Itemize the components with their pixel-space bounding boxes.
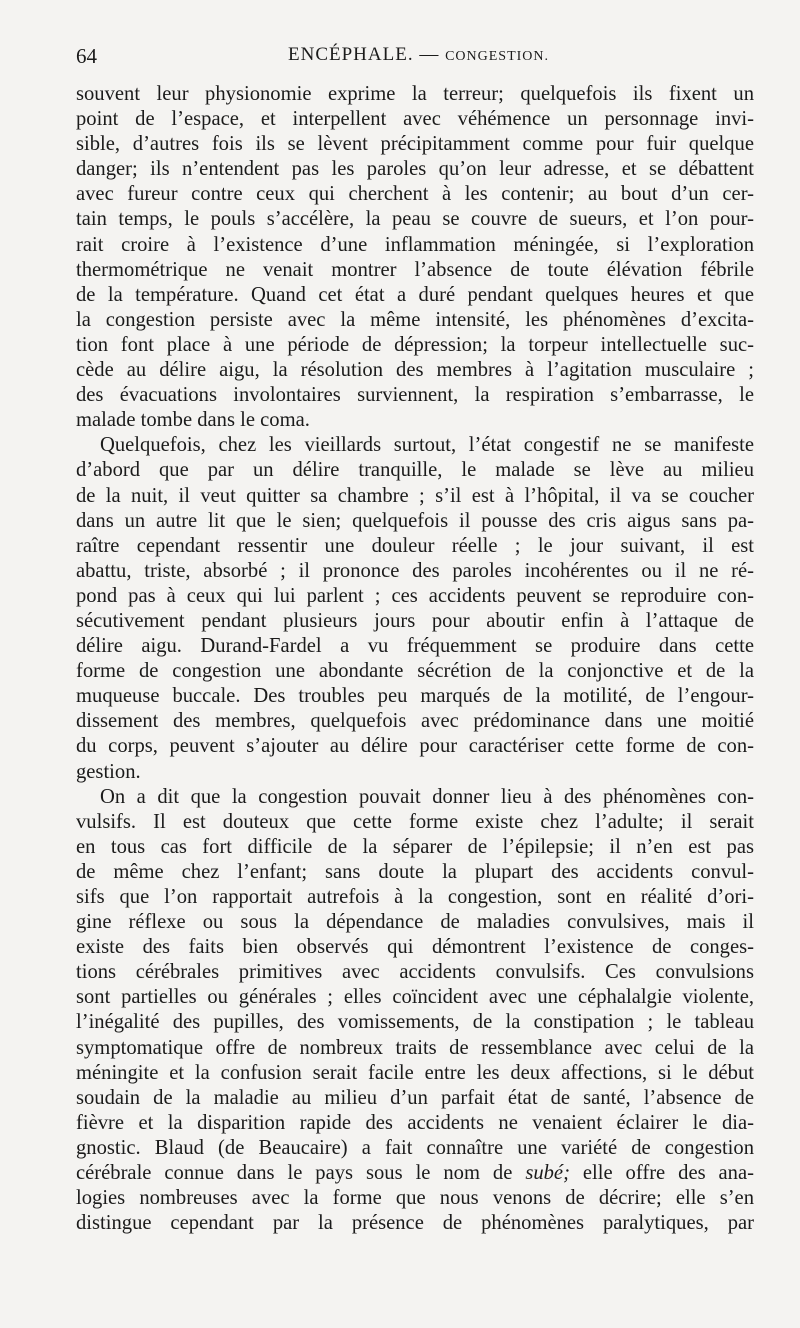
text-line: la congestion persiste avec la même intensité, les phénomènes d’excita- [76,308,754,331]
text-line: symptomatique offre de nombreux traits de ressemblance avec celui de la [76,1036,754,1059]
text-line: sécutivement pendant plusieurs jours pour aboutir enfin à l’attaque de [76,609,754,632]
text-line: fièvre et la disparition rapide des accidents ne venaient éclairer le dia- [76,1111,754,1134]
text-line: point de l’espace, et interpellent avec véhémence un personnage invi- [76,108,754,131]
text-line: de la température. Quand cet état a duré pendant quelques heures et que [76,283,754,306]
text-line: distingue cependant par la présence de phénomènes paralytiques, par [76,1212,754,1235]
text-line: dans un autre lit que le sien; quelquefois il pousse des cris aigus sans pa- [76,509,754,532]
text-segment: cérébrale connue dans le pays sous le nom de [76,1162,513,1185]
text-line: de même chez l’enfant; sans doute la plupart des accidents convul- [76,860,754,883]
text-line: tion font place à une période de dépression; la torpeur intellectuelle suc- [76,333,754,356]
text-line [76,1161,754,1186]
text-line: rait croire à l’existence d’une inflammation méningée, si l’exploration [76,233,754,256]
text-segment: elle offre des ana- [582,1162,754,1185]
text-line: tions cérébrales primitives avec accidents convulsifs. Ces convulsions [76,961,754,984]
text-line: sible, d’autres fois ils se lèvent précipitamment comme pour fuir quelque [76,133,754,156]
text-line: cède au délire aigu, la résolution des membres à l’agitation musculaire ; [76,359,754,382]
text-line: de la nuit, il veut quitter sa chambre ; s’il est à l’hôpital, il va se coucher [76,484,754,507]
text-line: danger; ils n’entendent pas les paroles qu’on leur adresse, et se débattent [76,158,754,181]
text-line: forme de congestion une abondante sécrétion de la conjonctive et de la [76,660,754,683]
text-line: en tous cas fort difficile de la séparer de l’épilepsie; il n’en est pas [76,835,754,858]
text-line: gnostic. Blaud (de Beaucaire) a fait connaître une variété de congestion [76,1136,754,1159]
running-title [288,44,549,66]
text-line: dissement des membres, quelquefois avec prédominance dans une moitié [76,710,754,733]
text-line: soudain de la maladie au milieu d’un parfait état de santé, l’absence de [76,1086,754,1109]
text-line: gestion. [76,760,141,783]
text-line: existe des faits bien observés qui démontrent l’existence de conges- [76,936,754,959]
text-line: sont partielles ou générales ; elles coïncident avec une céphalalgie violente, [76,986,754,1009]
text-line: raître cependant ressentir une douleur réelle ; le jour suivant, il est [76,534,754,557]
text-line: vulsifs. Il est douteux que cette forme existe chez l’adulte; il serait [76,810,754,833]
italic-term: subé; [525,1162,570,1185]
text-line: gine réflexe ou sous la dépendance de maladies convulsives, mais il [76,911,754,934]
page-number: 64 [76,44,97,68]
text-line: Quelquefois, chez les vieillards surtout, l’état congestif ne se manifeste [100,434,754,457]
text-line: du corps, peuvent s’ajouter au délire pour caractériser cette forme de con- [76,735,754,758]
text-line: malade tombe dans le coma. [76,409,310,432]
text-line: muqueuse buccale. Des troubles peu marqués de la motilité, de l’engour- [76,685,754,708]
page-header [76,44,754,74]
running-title-main: ENCÉPHALE. — [288,44,440,65]
text-line: souvent leur physionomie exprime la terreur; quelquefois ils fixent un [76,83,754,105]
text-line: d’abord que par un délire tranquille, le malade se lève au milieu [76,459,754,482]
text-line: avec fureur contre ceux qui cherchent à les contenir; au bout d’un cer- [76,183,754,206]
text-line: pond pas à ceux qui lui parlent ; ces accidents peuvent se reproduire con- [76,584,754,607]
text-line: On a dit que la congestion pouvait donner lieu à des phénomènes con- [100,785,754,808]
text-line: sifs que l’on rapportait autrefois à la congestion, sont en réalité d’ori- [76,886,754,908]
text-line: des évacuations involontaires surviennent, la respiration s’embarrasse, le [76,384,754,407]
text-line: tain temps, le pouls s’accélère, la peau se couvre de sueurs, et l’on pour- [76,208,754,231]
text-line: abattu, triste, absorbé ; il prononce des paroles incohérentes ou il ne ré- [76,559,754,582]
text-line: l’inégalité des pupilles, des vomissements, de la constipation ; le tableau [76,1011,754,1034]
text-line: délire aigu. Durand-Fardel a vu fréquemment se produire dans cette [76,635,754,658]
text-line: logies nombreuses avec la forme que nous venons de décrire; elle s’en [76,1187,754,1210]
body-text [76,82,754,1236]
text-line: méningite et la confusion serait facile entre les deux affections, si le début [76,1061,754,1084]
text-line: thermométrique ne venait montrer l’absence de toute élévation fébrile [76,258,754,281]
running-title-sub: CONGESTION. [445,49,550,64]
